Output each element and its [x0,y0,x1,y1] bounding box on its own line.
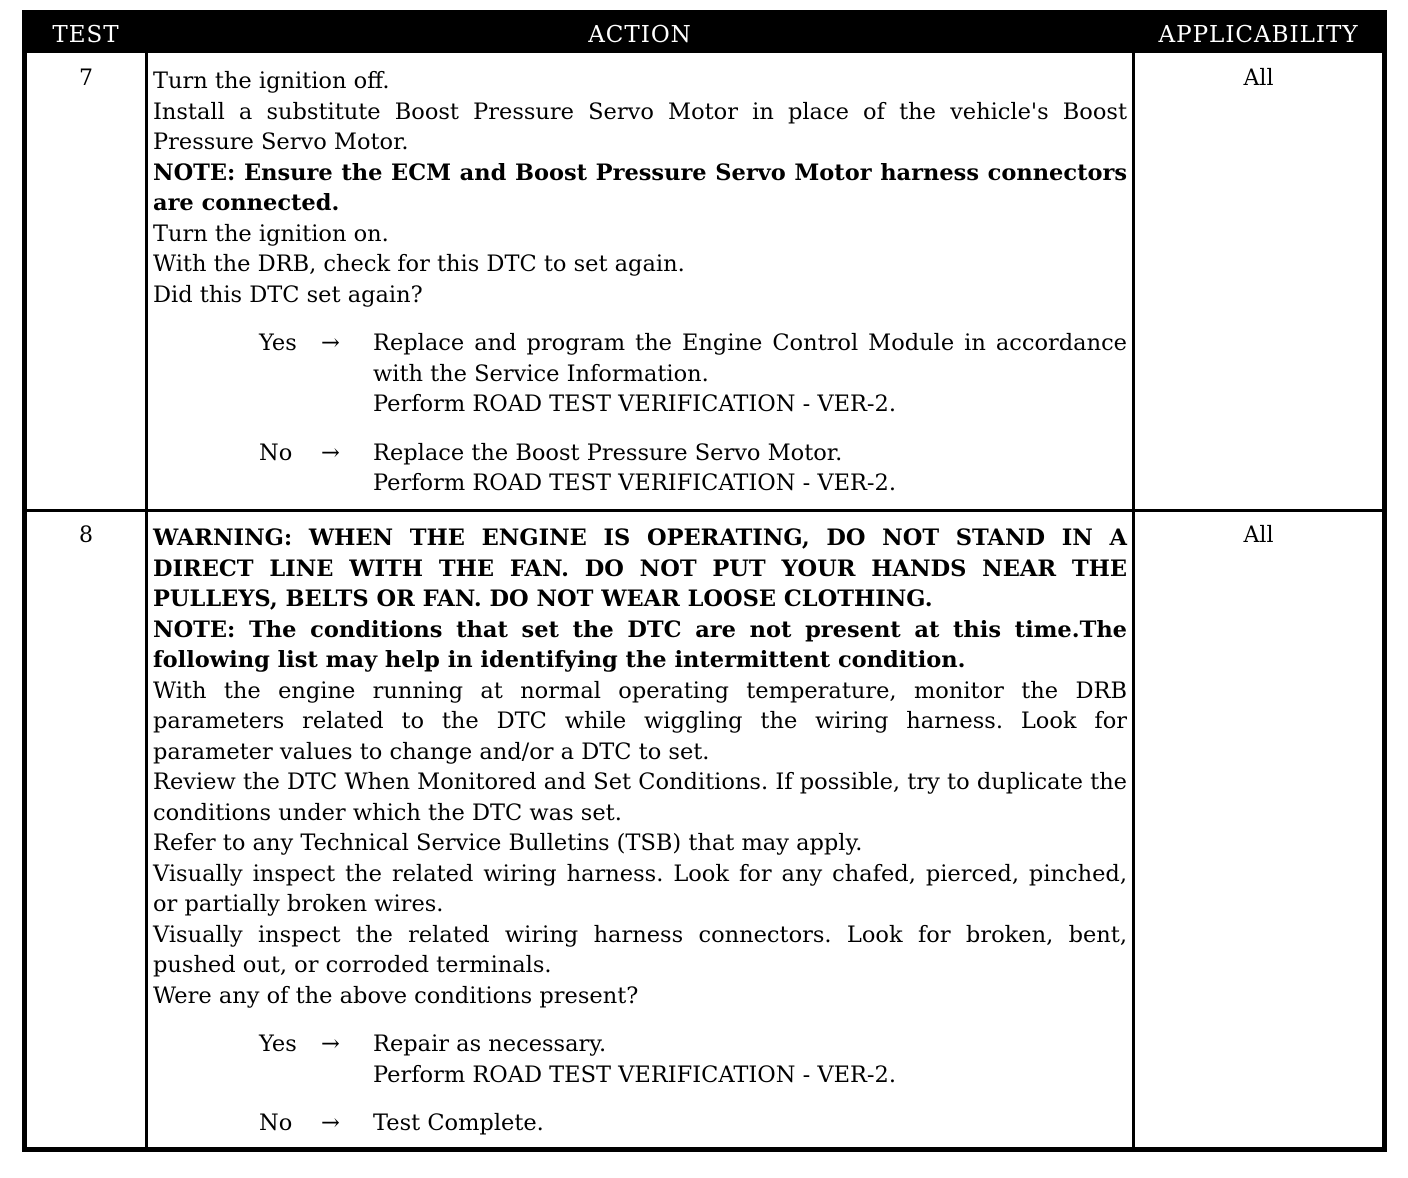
action-step: Review the DTC When Monitored and Set Conditions. If possible, try to duplicate the conditions under which the DTC was set. [153,769,1127,826]
action-question: Did this DTC set again? [153,281,423,308]
applicability-value: All [1243,66,1274,91]
answer-line: Perform ROAD TEST VERIFICATION - VER-2. [373,470,897,496]
test-number: 7 [79,66,93,91]
answer-line: Replace and program the Engine Control Module in accordance with the Service Information. [373,330,1127,387]
test-number: 8 [79,523,93,548]
action-question: Were any of the above conditions present? [153,982,639,1009]
row-divider [27,509,1382,512]
arrow-right-icon: → [321,439,340,466]
action-step: Visually inspect the related wiring harness. Look for any chafed, pierced, pinched, or partially broken wires. [153,860,1127,917]
action-cell-test-8 [153,523,1127,1139]
action-step: Turn the ignition off. [153,68,390,94]
column-header-applicability: APPLICABILITY [1158,22,1359,48]
arrow-right-icon: → [321,1031,340,1057]
answer-line: Repair as necessary. [373,1031,607,1057]
action-step: Visually inspect the related wiring harness connectors. Look for broken, bent, pushed out, or corroded terminals. [153,921,1127,978]
answer-label: No [259,439,293,466]
answer-line: Replace the Boost Pressure Servo Motor. [373,439,843,466]
answer-yes [153,1029,1127,1090]
arrow-right-icon: → [321,1110,340,1136]
action-cell-test-7 [153,66,1127,499]
answer-line: Test Complete. [373,1110,544,1136]
answer-yes [153,328,1127,420]
column-header-action: ACTION [588,22,692,48]
applicability-value: All [1243,523,1274,548]
answer-no [153,438,1127,499]
answer-no [153,1108,1127,1139]
arrow-right-icon: → [321,330,340,356]
column-divider [145,53,148,1148]
action-step: Turn the ignition on. [153,220,389,247]
action-step: Install a substitute Boost Pressure Servo Motor in place of the vehicle's Boost Pressure Servo Motor. [153,98,1127,155]
action-warning: WARNING: WHEN THE ENGINE IS OPERATING, DO NOT STAND IN A DIRECT LINE WITH THE FAN. DO NOT PUT YOUR HANDS NEAR THE PULLEYS, BELTS OR FAN. DO NOT WEAR LOOSE CLOTHING. [153,525,1127,612]
table-header-row [27,15,1382,53]
answer-label: No [259,1110,293,1136]
action-step: With the engine running at normal operating temperature, monitor the DRB parameters related to the DTC while wiggling the wiring harness. Look for parameter values to change and/or a DTC to set. [153,677,1127,765]
diagnostic-test-table [22,10,1387,1152]
action-step: Refer to any Technical Service Bulletins (TSB) that may apply. [153,830,863,856]
answer-label: Yes [259,1031,297,1057]
column-header-test: TEST [52,22,120,48]
answer-line: Perform ROAD TEST VERIFICATION - VER-2. [373,1061,897,1088]
action-note: NOTE: The conditions that set the DTC are not present at this time.The following list may help in identifying the intermittent condition. [153,616,1127,673]
column-divider [1132,53,1135,1148]
answer-label: Yes [259,330,297,356]
answer-line: Perform ROAD TEST VERIFICATION - VER-2. [373,391,897,417]
action-step: With the DRB, check for this DTC to set again. [153,251,685,277]
action-note: NOTE: Ensure the ECM and Boost Pressure Servo Motor harness connectors are connected. [153,159,1127,216]
